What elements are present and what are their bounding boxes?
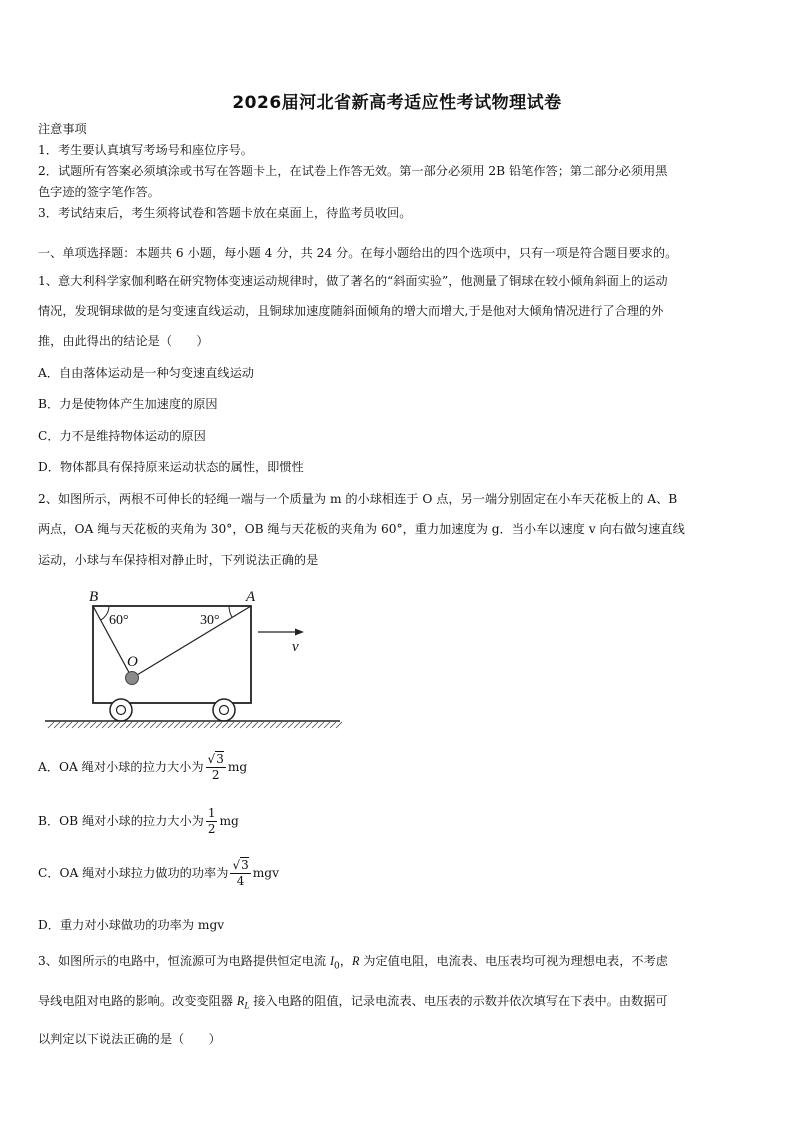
notice-item-3: 3．考试结束后，考生须将试卷和答题卡放在桌面上，待监考员收回。 [38, 206, 412, 220]
hatch-line [300, 722, 306, 728]
notice-item-2-cont: 色字迹的签字笔作答。 [38, 185, 160, 199]
hatch-line [132, 722, 138, 728]
hatch-line [72, 722, 78, 728]
hatch-line [222, 722, 228, 728]
q2-option-a: A．OA 绳对小球的拉力大小为 $\frac{√3}{2}$ mg [38, 752, 248, 782]
hatch-line [174, 722, 180, 728]
section-heading: 一、单项选择题：本题共 6 小题，每小题 4 分，共 24 分。在每小题给出的四个选项中，只有一项是符合题目要求的。 [38, 246, 678, 260]
label-v: v [292, 639, 299, 655]
hatch-line [216, 722, 222, 728]
q2-stem-line1: 2、如图所示，两根不可伸长的轻绳一端与一个质量为 m 的小球相连于 O 点，另一端分别固定在小车天花板上的 A、B [38, 492, 678, 506]
hatch-line [252, 722, 258, 728]
hatch-line [48, 722, 54, 728]
q2-stem-line3: 运动，小球与车保持相对静止时，下列说法正确的是 [38, 553, 319, 567]
q1-stem-line3: 推，由此得出的结论是（ ） [38, 334, 209, 348]
rope-oa [132, 606, 251, 678]
label-a: A [246, 589, 256, 605]
label-b: B [89, 589, 99, 605]
hatch-line [60, 722, 66, 728]
notice-item-2: 2．试题所有答案必须填涂或书写在答题卡上，在试卷上作答无效。第一部分必须用 2B 铅笔作答；第二部分必须用黑 [38, 164, 668, 178]
q2-option-b: B．OB 绳对小球的拉力大小为 $\frac{1}{2}$ mg [38, 806, 239, 836]
hatch-line [90, 722, 96, 728]
velocity-arrowhead [295, 629, 304, 636]
hatch-line [324, 722, 330, 728]
label-angle-60: 60° [109, 613, 129, 628]
hatch-line [330, 722, 336, 728]
q1-option-d: D．物体都具有保持原来运动状态的属性，即惯性 [38, 460, 304, 474]
hatch-line [276, 722, 282, 728]
hatch-line [54, 722, 60, 728]
hatch-line [84, 722, 90, 728]
q3-stem-line2: 导线电阻对电路的影响。改变变阻器 $R_L$ 接入电路的阻值，记录电流表、电压表的示数并依次填写在下表中。由数据可 [38, 994, 668, 1011]
fraction-sqrt3-over-4: $\frac{√3}{4}$ [232, 858, 249, 888]
q2-option-d: D．重力对小球做功的功率为 mgv [38, 918, 225, 932]
hatch-line [246, 722, 252, 728]
exam-title: 2026届河北省新高考适应性考试物理试卷 [232, 93, 562, 113]
hatch-line [162, 722, 168, 728]
hatch-line [258, 722, 264, 728]
hatch-line [228, 722, 234, 728]
hatch-line [126, 722, 132, 728]
angle-arc-a [229, 606, 232, 617]
hatch-line [78, 722, 84, 728]
hatch-line [270, 722, 276, 728]
hatch-line [96, 722, 102, 728]
q1-option-c: C．力不是维持物体运动的原因 [38, 429, 206, 443]
q1-stem-line2: 情况，发现铜球做的是匀变速直线运动，且铜球加速度随斜面倾角的增大而增大,于是他对大倾角情况进行了合理的外 [38, 304, 664, 318]
ball [126, 672, 139, 685]
label-angle-30: 30° [200, 613, 220, 628]
q1-stem-line1: 1、意大利科学家伽利略在研究物体变速运动规律时，做了著名的“斜面实验”，他测量了铜球在较小倾角斜面上的运动 [38, 274, 668, 288]
hatch-line [204, 722, 210, 728]
hatch-line [282, 722, 288, 728]
hatch-line [318, 722, 324, 728]
hatch-line [168, 722, 174, 728]
hatch-line [180, 722, 186, 728]
hatch-line [150, 722, 156, 728]
hatch-line [312, 722, 318, 728]
hatch-line [198, 722, 204, 728]
hatch-line [306, 722, 312, 728]
hatch-line [156, 722, 162, 728]
hatch-line [138, 722, 144, 728]
hatch-line [66, 722, 72, 728]
angle-arc-b [101, 606, 109, 620]
hatch-line [144, 722, 150, 728]
hatch-line [234, 722, 240, 728]
q1-option-b: B．力是使物体产生加速度的原因 [38, 397, 218, 411]
q1-option-a: A．自由落体运动是一种匀变速直线运动 [38, 366, 254, 380]
q3-stem-line1: 3、如图所示的电路中，恒流源可为电路提供恒定电流 $I_0$，R 为定值电阻，电流表、电压表均可视为理想电表，不考虑 [38, 954, 668, 972]
hatch-line [336, 722, 342, 728]
hatch-line [210, 722, 216, 728]
q2-option-c: C．OA 绳对小球拉力做功的功率为 $\frac{√3}{4}$ mgv [38, 858, 279, 888]
hatch-line [108, 722, 114, 728]
hatch-line [294, 722, 300, 728]
label-o: O [127, 654, 138, 670]
hatch-line [102, 722, 108, 728]
hatch-line [120, 722, 126, 728]
hatch-line [114, 722, 120, 728]
notice-item-1: 1．考生要认真填写考场号和座位序号。 [38, 143, 253, 157]
hatch-line [240, 722, 246, 728]
cart-figure [40, 586, 350, 732]
q3-stem-line3: 以判定以下说法正确的是（ ） [38, 1032, 221, 1046]
wheel-right [213, 699, 235, 721]
hatch-line [186, 722, 192, 728]
hatch-line [264, 722, 270, 728]
hatch-line [192, 722, 198, 728]
fraction-1-over-2: $\frac{1}{2}$ [207, 806, 216, 836]
ground-hatch [48, 722, 342, 728]
wheel-left [110, 699, 132, 721]
fraction-sqrt3-over-2: $\frac{√3}{2}$ [207, 752, 224, 782]
q2-stem-line2: 两点，OA 绳与天花板的夹角为 30°，OB 绳与天花板的夹角为 60°，重力加速度为 g．当小车以速度 v 向右做匀速直线 [38, 522, 685, 536]
notice-heading: 注意事项 [38, 122, 87, 136]
hatch-line [288, 722, 294, 728]
